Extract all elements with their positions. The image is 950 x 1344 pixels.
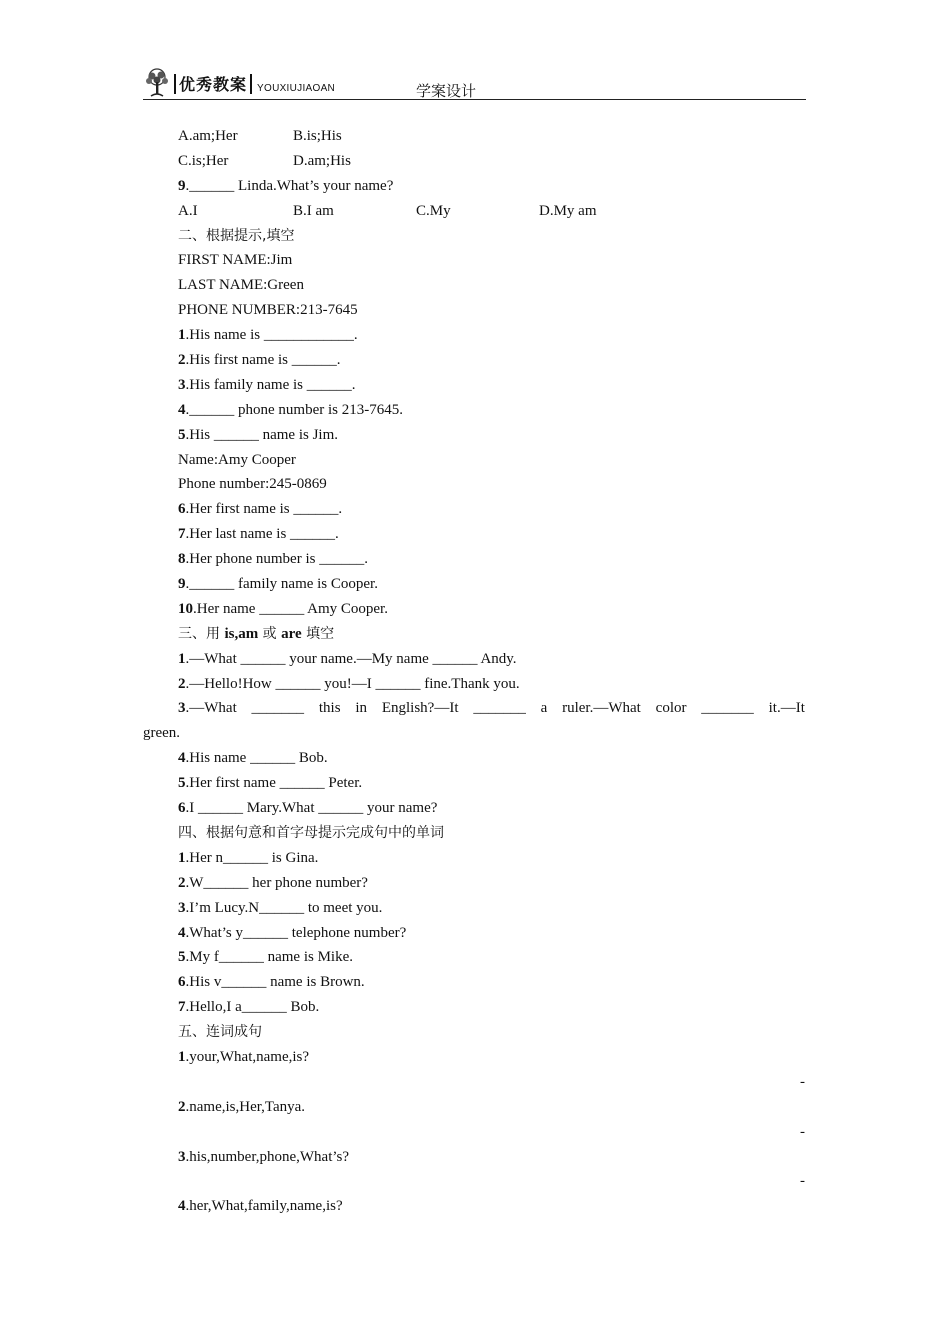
question-item: [143, 373, 805, 398]
question-text: .Her n______ is Gina.: [185, 849, 319, 866]
question-text: .your,What,name,is?: [185, 1048, 310, 1065]
question-word: in: [355, 700, 368, 717]
question-number: 4: [178, 1198, 186, 1215]
question-text: .My f______ name is Mike.: [185, 949, 353, 966]
page-header: [143, 66, 806, 100]
question-text: .Her name ______ Amy Cooper.: [193, 600, 388, 617]
question-word: _______: [251, 700, 305, 717]
question-text: .Her last name is ______.: [185, 526, 339, 543]
question-item: [143, 970, 805, 995]
question-text: .name,is,Her,Tanya.: [185, 1098, 306, 1115]
question-item: [143, 1194, 805, 1219]
question-word: [178, 696, 237, 721]
question-text: .her,What,family,name,is?: [185, 1198, 343, 1215]
question-text: .his,number,phone,What’s?: [185, 1148, 350, 1165]
question-text: .His name is ____________.: [185, 327, 358, 344]
question-text: .His v______ name is Brown.: [185, 974, 365, 991]
question-number: 6: [178, 501, 186, 518]
question-number: 9: [178, 576, 186, 593]
question-item: [143, 572, 805, 597]
question-item: [143, 672, 805, 697]
question-item: [143, 423, 805, 448]
question-item: [143, 921, 805, 946]
option-text: A.am;Her: [178, 128, 238, 144]
question-number: 2: [178, 352, 186, 369]
question-wrap-line: green.: [143, 725, 181, 742]
question-number: 4: [178, 924, 186, 941]
question-text: .I ______ Mary.What ______ your name?: [185, 800, 438, 817]
question-number: 4: [178, 401, 186, 418]
question-number: 1: [178, 1048, 186, 1065]
question-text: .His family name is ______.: [185, 376, 356, 393]
question-word: this: [318, 700, 341, 717]
question-text: .Her first name is ______.: [185, 501, 343, 518]
question-number: 1: [178, 650, 186, 667]
worksheet-content: [143, 124, 805, 1219]
question-number: 3: [178, 899, 186, 916]
logo-english-text: YOUXIUJIAOAN: [257, 83, 336, 94]
section-heading: 五、连词成句: [178, 1024, 262, 1041]
answer-line-mark: -: [800, 1173, 805, 1190]
section-heading: 四、根据句意和首字母提示完成句中的单词: [178, 824, 444, 841]
info-line: LAST NAME:Green: [178, 277, 304, 294]
question-number: 6: [178, 800, 186, 817]
question-item: [143, 846, 805, 871]
info-line: FIRST NAME:Jim: [178, 252, 293, 269]
question-item: [143, 398, 805, 423]
question-text: .______ phone number is 213-7645.: [185, 401, 403, 418]
question-text: .I’m Lucy.N______ to meet you.: [185, 899, 383, 916]
question-item: [143, 323, 805, 348]
question-word: ruler.—What: [562, 700, 641, 717]
option-text: A.I: [178, 202, 198, 219]
question-item: [143, 746, 805, 771]
question-number: 3: [178, 1148, 186, 1165]
question-item: [143, 796, 805, 821]
option-row: [143, 149, 805, 174]
logo-divider: [250, 74, 252, 94]
logo-chinese-text: 优秀教案: [179, 75, 248, 94]
option-text: D.My am: [539, 202, 597, 219]
question-item: [143, 497, 805, 522]
question-number: 5: [178, 426, 186, 443]
question-item: [143, 1145, 805, 1170]
question-number: 5: [178, 775, 186, 792]
option-text: B.is;His: [293, 128, 342, 144]
question-number: 8: [178, 551, 186, 568]
question-number: 2: [178, 874, 186, 891]
question-text: .W______ her phone number?: [185, 874, 368, 891]
question-item: [143, 1045, 805, 1070]
heading-text: 或: [258, 625, 282, 642]
answer-line-mark: -: [800, 1073, 805, 1090]
question-number: 1: [178, 327, 186, 344]
question-number: 2: [178, 675, 186, 692]
question-word: _______: [473, 700, 526, 717]
question-item: [143, 995, 805, 1020]
question-text: .Hello,I a______ Bob.: [185, 999, 320, 1016]
question-number: 7: [178, 526, 186, 543]
question-number: 4: [178, 750, 186, 767]
section-heading: [143, 622, 805, 647]
question-number: 3: [178, 700, 186, 717]
option-text: B.I am: [293, 202, 334, 219]
question-text: .His first name is ______.: [185, 352, 341, 369]
question-number: 1: [178, 849, 186, 866]
question-text: .Her first name ______ Peter.: [185, 775, 363, 792]
question-item: [143, 547, 805, 572]
question-item: [143, 945, 805, 970]
logo: [143, 68, 335, 98]
question-text: .—Hello!How ______ you!—I ______ fine.Thank you.: [185, 675, 520, 692]
question-text: .Her phone number is ______.: [185, 551, 368, 568]
question-item: [143, 1095, 805, 1120]
question-item-justified: [143, 696, 805, 721]
question-text: .______ family name is Cooper.: [185, 576, 378, 593]
question-text: .—What ______ your name.—My name ______ Andy.: [185, 650, 517, 667]
option-text: C.is;Her: [178, 152, 229, 169]
question-word: color: [655, 700, 687, 717]
option-row: [143, 199, 805, 224]
option-row: [143, 124, 805, 149]
question-word: it.—It: [768, 700, 805, 717]
question-item: [143, 771, 805, 796]
info-line: Name:Amy Cooper: [178, 451, 296, 468]
option-text: D.am;His: [293, 152, 351, 169]
question-item: [143, 522, 805, 547]
question-item: [143, 896, 805, 921]
question-number: 6: [178, 974, 186, 991]
question-text: .His ______ name is Jim.: [185, 426, 338, 443]
heading-keyword: are: [281, 625, 302, 642]
question-item: [143, 871, 805, 896]
section-heading: 二、根据提示,填空: [178, 227, 295, 244]
question-number: 3: [178, 376, 186, 393]
logo-divider: [174, 74, 176, 94]
question-text: .______ Linda.What’s your name?: [185, 177, 394, 194]
question-number: 5: [178, 949, 186, 966]
question-number: 7: [178, 999, 186, 1016]
question-item: [143, 647, 805, 672]
question-word: a: [540, 700, 548, 717]
heading-text: 三、用: [178, 625, 225, 642]
question-item: [143, 597, 805, 622]
info-line: PHONE NUMBER:213-7645: [178, 302, 358, 319]
question-number: 10: [178, 600, 193, 617]
option-text: C.My: [416, 202, 451, 219]
heading-keyword: is,am: [224, 625, 259, 642]
heading-text: 填空: [301, 625, 335, 642]
question-number: 9: [178, 177, 186, 194]
question-item: [143, 348, 805, 373]
question-word: .—What: [185, 700, 237, 717]
question-text: .What’s y______ telephone number?: [185, 924, 407, 941]
question-word: English?—It: [381, 700, 459, 717]
question-text: .His name ______ Bob.: [185, 750, 328, 767]
question-word: _______: [701, 700, 754, 717]
answer-line-mark: -: [800, 1123, 805, 1140]
question-number: 2: [178, 1098, 186, 1115]
header-title: 学案设计: [416, 82, 477, 100]
question-item: [143, 174, 805, 199]
info-line: Phone number:245-0869: [178, 476, 327, 493]
tree-logo-icon: [143, 68, 171, 98]
